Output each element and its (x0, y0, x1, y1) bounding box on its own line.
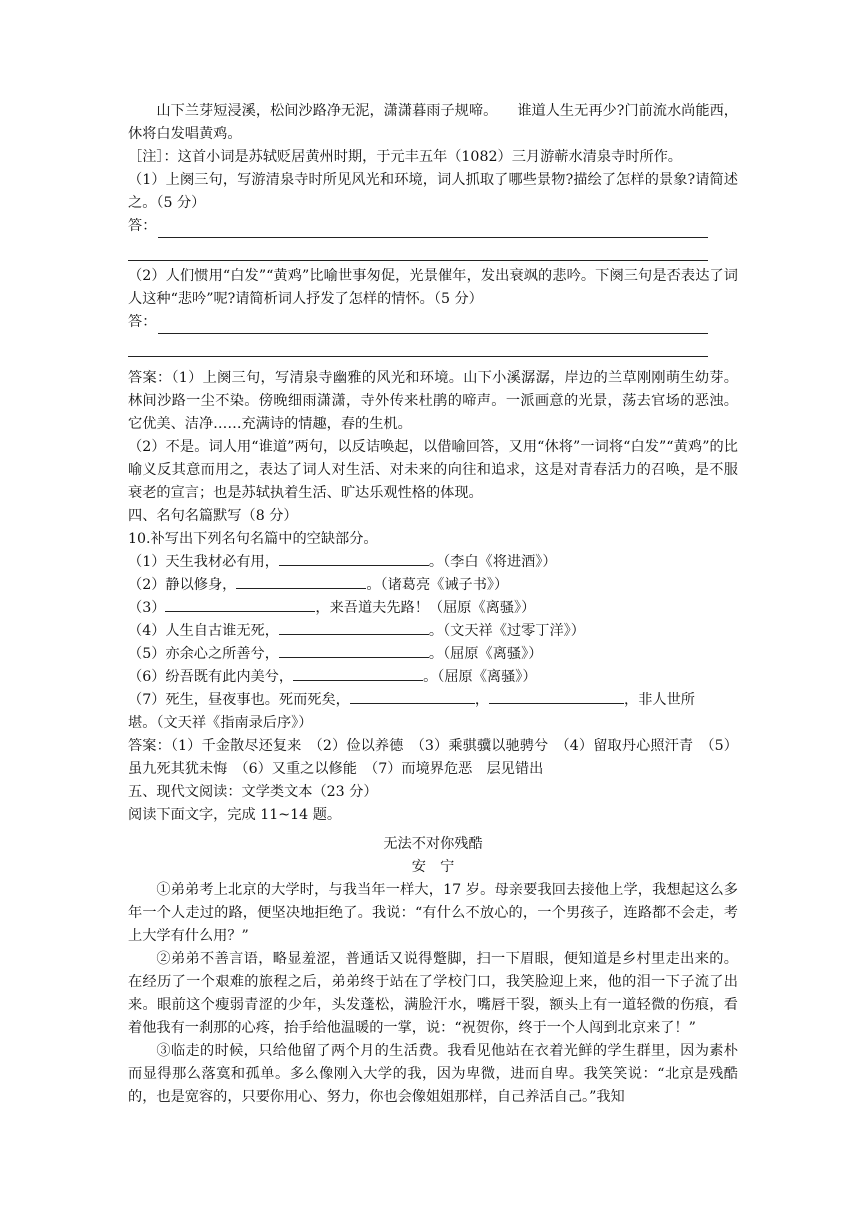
fill-item-separator: ， (474, 692, 490, 708)
fill-item-prefix: （7）死生，昼夜事也。死而死矣， (128, 692, 350, 708)
fill-item (128, 551, 738, 574)
fill-item (128, 666, 738, 689)
article-paragraph: ①弟弟考上北京的大学时，与我当年一样大，17 岁。母亲要我回去接他上学，我想起这么多年一个人走过的路，便坚决地拒绝了。我说：“有什么不放心的，一个男孩子，连路都不会走，考上大学有什么用？” (128, 882, 738, 944)
answer-line-2[interactable] (128, 311, 738, 334)
answer-paragraph-1: 答案：（1）上阕三句，写清泉寺幽雅的风光和环境。山下小溪潺潺，岸边的兰草刚刚萌生幼芽。林间沙路一尘不染。傍晚细雨潇潇，寺外传来杜鹃的啼声。一派画意的光景，荡去官场的恶浊。它优美、洁净……充满诗的情趣，春的生机。 (128, 370, 738, 432)
fill-item-suffix: ，非人世所 (624, 692, 695, 708)
fill-item (128, 574, 738, 597)
fill-item-source: 。（李白《将进酒》） (428, 554, 557, 570)
fill-blank[interactable] (293, 666, 423, 681)
fill-item-7 (128, 689, 738, 712)
answer-label: 答： (128, 314, 157, 330)
fill-item-prefix: （4）人生自古谁无死， (128, 623, 279, 639)
fill-item (128, 620, 738, 643)
article-paragraph: ③临走的时候，只给他留了两个月的生活费。我看见他站在衣着光鲜的学生群里，因为素朴而显得那么落寞和孤单。多么像刚入大学的我，因为卑微，进而自卑。我笑笑说：“北京是残酷的，也是宽容的，只要你用心、努力，你也会像姐姐那样，自己养活自己。”我知 (128, 1043, 738, 1105)
fill-blank[interactable] (165, 597, 315, 612)
fill-item (128, 643, 738, 666)
fill-item-prefix: （1）天生我材必有用， (128, 554, 279, 570)
answer-label: 答： (128, 218, 157, 234)
poem-line-1: 山下兰芽短浸溪，松间沙路净无泥，潇潇暮雨子规啼。 (156, 103, 498, 119)
fill-item-7-tail: 堪。（文天祥《指南录后序》） (128, 715, 313, 731)
question-10: 10.补写出下列名句名篇中的空缺部分。 (128, 531, 378, 547)
article-paragraph: ②弟弟不善言语，略显羞涩，普通话又说得蹩脚，扫一下眉眼，便知道是乡村里走出来的。在经历了一个艰难的旅程之后，弟弟终于站在了学校门口，我笑脸迎上来，他的泪一下子流了出来。眼前这个瘦弱青涩的少年，头发蓬松，满脸汗水，嘴唇干裂，额头上有一道轻微的伤痕，看着他我有一刹那的心疼，抬手给他温暖的一掌，说：“祝贺你，终于一个人闯到北京来了！” (128, 951, 738, 1036)
fill-item-source: 。（屈原《离骚》） (428, 646, 543, 662)
answer-paragraph-2: （2）不是。词人用“谁道”两句，以反诘唤起，以借喻回答，又用“休将”一词将“白发”“黄鸡”的比喻义反其意而用之，表达了词人对生活、对未来的向往和追求，这是对青春活力的召唤，是不服衰老的宣言；也是苏轼执着生活、旷达乐观性格的体现。 (128, 439, 738, 501)
reading-instruction: 阅读下面文字，完成 11~14 题。 (128, 807, 342, 823)
question-1: （1）上阕三句，写游清泉寺时所见风光和环境，词人抓取了哪些景物?描绘了怎样的景象?请简述之。（5 分） (128, 172, 738, 211)
answer-line-1[interactable] (128, 215, 738, 238)
fill-item-prefix: （6）纷吾既有此内美兮， (128, 669, 294, 685)
fill-blank[interactable] (279, 643, 429, 658)
section-5-title: 五、现代文阅读：文学类文本（23 分） (128, 784, 378, 800)
fill-blank[interactable] (350, 689, 475, 704)
fill-item-source: ，来吾道夫先路！（屈原《离骚》） (315, 600, 536, 616)
poem-text (128, 100, 738, 146)
poem-line-2: 谁道人生无再少?门前流水尚能西，休将白发唱黄鸡。 (128, 103, 738, 142)
section-4-title: 四、名句名篇默写（8 分） (128, 508, 298, 524)
section-4-answer: 答案：（1）千金散尽还复来 （2）俭以养德 （3）乘骐骥以驰骋兮 （4）留取丹心照汗青 （5）虽九死其犹未悔 （6）又重之以修能 （7）而境界危恶 层见错出 (128, 738, 738, 777)
fill-item-prefix: （5）亦余心之所善兮， (128, 646, 279, 662)
fill-blank[interactable] (236, 574, 366, 589)
answer-blank-line[interactable] (128, 334, 708, 357)
article-title: 无法不对你残酷 (383, 836, 483, 852)
answer-blank-line[interactable] (128, 238, 708, 261)
fill-item-source: 。（诸葛亮《诫子书》） (366, 577, 509, 593)
fill-blank[interactable] (489, 689, 624, 704)
question-2: （2）人们惯用“白发”“黄鸡”比喻世事匆促，光景催年，发出衰飒的悲吟。下阕三句是否表达了词人这种“悲吟”呢?请简析词人抒发了怎样的情怀。（5 分） (128, 268, 738, 307)
fill-item (128, 597, 738, 620)
fill-item-source: 。（文天祥《过零丁洋》） (428, 623, 585, 639)
document-page (128, 100, 738, 1109)
poem-note: ［注］：这首小词是苏轼贬居黄州时期，于元丰五年（1082）三月游蕲水清泉寺时所作。 (128, 149, 682, 165)
fill-blank[interactable] (279, 551, 429, 566)
article-author: 安 宁 (411, 859, 455, 875)
answer-blank[interactable] (158, 222, 708, 238)
fill-item-prefix: （2）静以修身， (128, 577, 237, 593)
fill-item-source: 。（屈原《离骚》） (423, 669, 537, 685)
fill-blank[interactable] (279, 620, 429, 635)
fill-item-prefix: （3） (128, 600, 166, 616)
answer-blank[interactable] (158, 318, 708, 334)
